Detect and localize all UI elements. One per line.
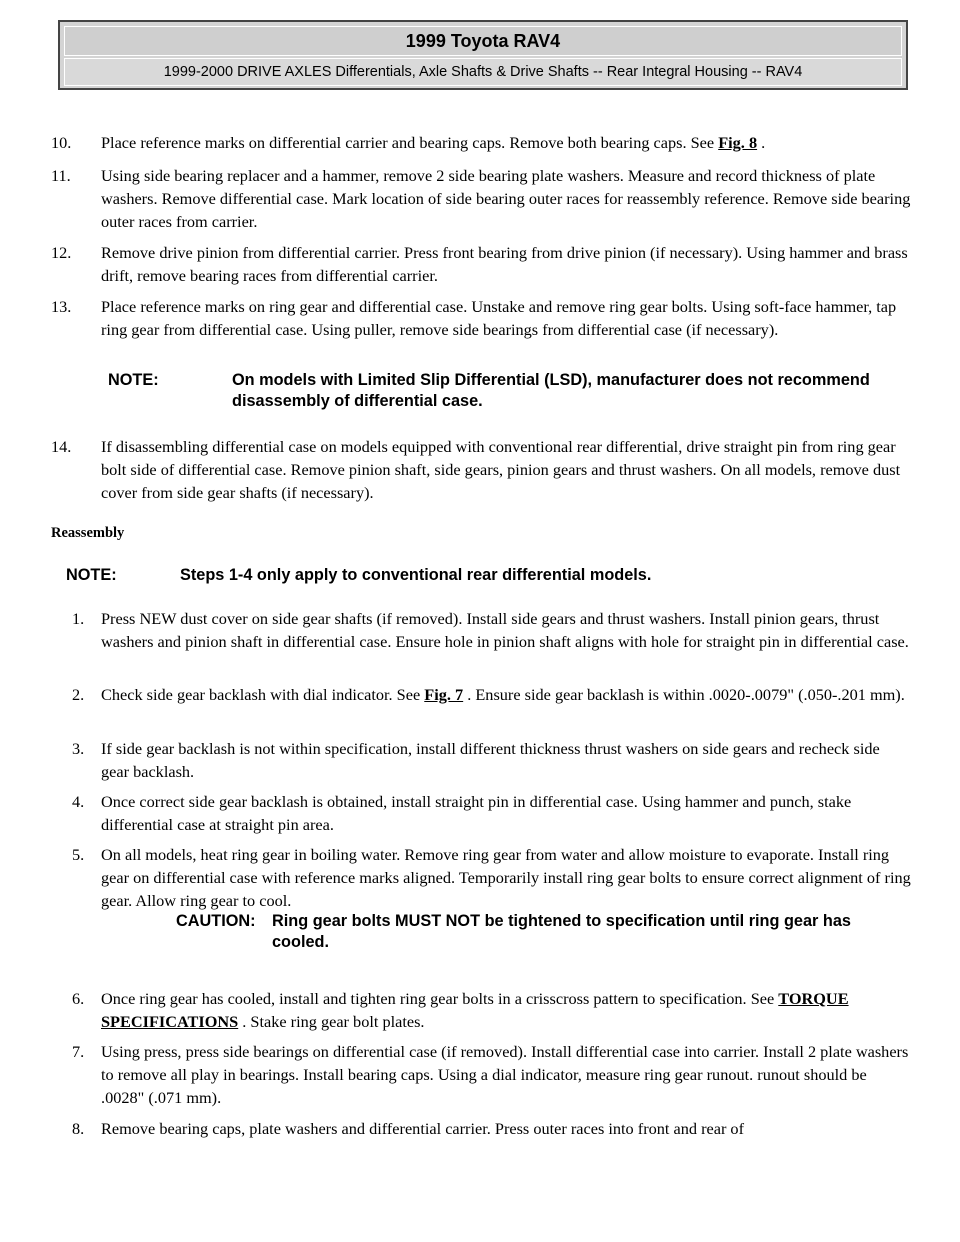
step-3: 3. If side gear backlash is not within specification, install different thickness thrust washers on side gears and recheck side gear backlash. [72, 739, 880, 781]
step-11: 11. Using side bearing replacer and a hammer, remove 2 side bearing plate washers. Measure and record thickness of plate washers. Remove differential case. Mark location of side bearing outer races for reassembly reference. Remove side bearing outer races from carrier. [51, 166, 911, 231]
note-label: NOTE: [108, 371, 159, 389]
step-12: 12. Remove drive pinion from differential carrier. Press front bearing from drive pinion (if necessary). Using hammer and brass drift, remove bearing races from differential carrier. [51, 243, 908, 285]
section-heading: Reassembly [51, 525, 125, 541]
step-4: 4. Once correct side gear backlash is obtained, install straight pin in differential case. Using hammer and punch, stake differential case at straight pin area. [72, 792, 852, 834]
fig-8-link[interactable]: Fig. 8 [718, 133, 758, 152]
step-1: 1. Press NEW dust cover on side gear shafts (if removed). Install side gears and thrust washers. Install pinion gears, thrust washers and pinion shaft in differential case. Ensure hole in pinion shaft aligns with hole for straight pin in differential case. [72, 609, 909, 651]
manual-subtitle: 1999-2000 DRIVE AXLES Differentials, Axle Shafts & Drive Shafts -- Rear Integral Housing -- RAV4 [64, 58, 902, 86]
note-label: NOTE: [66, 566, 117, 584]
step-5: 5. On all models, heat ring gear in boiling water. Remove ring gear from water and allow moisture to evaporate. Install ring gear on differential case with reference marks aligned. Temporarily install ring gear bolts to ensure correct alignment of ring gear. Allow ring gear to cool. [72, 845, 911, 910]
step-10: 10. Place reference marks on differential carrier and bearing caps. Remove both bearing caps. See Fig. 8 . [51, 133, 766, 152]
note-text: On models with Limited Slip Differential (LSD), manufacturer does not recommend disassembly of differential case. [232, 371, 870, 410]
note-text: Steps 1-4 only apply to conventional rear differential models. [180, 566, 652, 584]
step-6: 6. Once ring gear has cooled, install and tighten ring gear bolts in a crisscross pattern to specification. See TORQUE SPECIFICATIONS . Stake ring gear bolt plates. [72, 989, 849, 1031]
manual-title: 1999 Toyota RAV4 [64, 26, 902, 56]
step-2: 2. Check side gear backlash with dial indicator. See Fig. 7 . Ensure side gear backlash is within .0020-.0079" (.050-.201 mm). [72, 685, 905, 704]
fig-7-link[interactable]: Fig. 7 [424, 685, 464, 704]
step-7: 7. Using press, press side bearings on differential case (if removed). Install differential case into carrier. Install 2 plate washers to remove all play in bearings. Install bearing caps. Using a dial indicator, measure ring gear runout. runout should be .0028" (.071 mm). [72, 1042, 909, 1107]
step-14: 14. If disassembling differential case on models equipped with conventional rear differential, drive straight pin from ring gear bolt side of differential case. Remove pinion shaft, side gears, pinion gears and thrust washers. On all models, remove dust cover from side gear shafts (if necessary). [51, 437, 901, 502]
torque-specifications-link[interactable]: TORQUE SPECIFICATIONS [101, 989, 849, 1031]
page-header [58, 20, 908, 90]
step-8: 8. Remove bearing caps, plate washers and differential carrier. Press outer races into front and rear of [72, 1119, 744, 1138]
step-13: 13. Place reference marks on ring gear and differential case. Unstake and remove ring gear bolts. Using soft-face hammer, tap ring gear from differential case. Using puller, remove side bearings from differential case (if necessary). [51, 297, 897, 339]
caution-text: Ring gear bolts MUST NOT be tightened to specification until ring gear has cooled. [272, 912, 851, 951]
caution-label: CAUTION: [176, 912, 256, 930]
